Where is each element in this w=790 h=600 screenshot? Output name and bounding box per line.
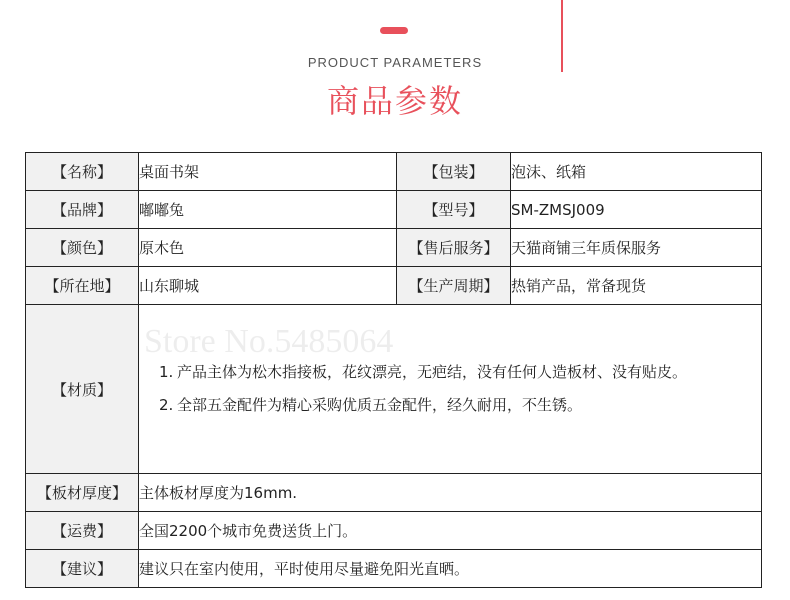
param-label: 【型号】 [397, 191, 511, 229]
param-label: 【建议】 [26, 550, 139, 588]
accent-dash [380, 27, 408, 34]
param-value: 天猫商铺三年质保服务 [511, 229, 762, 267]
param-value: 山东聊城 [139, 267, 397, 305]
params-table [25, 152, 762, 588]
param-label: 【所在地】 [26, 267, 139, 305]
param-value: 桌面书架 [139, 153, 397, 191]
param-value: 全国2200个城市免费送货上门。 [139, 512, 762, 550]
table-row [26, 512, 762, 550]
list-item-text: 产品主体为松木指接板，花纹漂亮，无疤结，没有任何人造板材、没有贴皮。 [177, 363, 688, 381]
param-label: 【包装】 [397, 153, 511, 191]
param-value: 泡沫、纸箱 [511, 153, 762, 191]
param-value: 主体板材厚度为16mm. [139, 474, 762, 512]
table-row [26, 550, 762, 588]
param-label: 【运费】 [26, 512, 139, 550]
section-subtitle: PRODUCT PARAMETERS [307, 55, 483, 70]
list-item-number: 1. [159, 363, 174, 381]
material-cell [139, 305, 762, 474]
material-list [139, 361, 761, 417]
param-value: SM-ZMSJ009 [511, 191, 762, 229]
param-label: 【颜色】 [26, 229, 139, 267]
param-value: 建议只在室内使用，平时使用尽量避免阳光直晒。 [139, 550, 762, 588]
param-value: 嘟嘟兔 [139, 191, 397, 229]
section-title: 商品参数 [326, 82, 463, 120]
list-item [159, 361, 741, 384]
param-value: 原木色 [139, 229, 397, 267]
list-item-number: 2. [159, 396, 174, 414]
store-watermark: Store No.5485064 [144, 323, 394, 360]
table-row [26, 153, 762, 191]
param-label: 【生产周期】 [397, 267, 511, 305]
param-label: 【品牌】 [26, 191, 139, 229]
table-row [26, 191, 762, 229]
param-label: 【售后服务】 [397, 229, 511, 267]
param-label: 【板材厚度】 [26, 474, 139, 512]
list-item [159, 394, 741, 417]
table-row [26, 474, 762, 512]
table-row [26, 267, 762, 305]
list-item-text: 全部五金配件为精心采购优质五金配件，经久耐用，不生锈。 [177, 396, 583, 414]
param-label: 【名称】 [26, 153, 139, 191]
table-row [26, 229, 762, 267]
param-label: 【材质】 [26, 305, 139, 474]
material-row [26, 305, 762, 474]
param-value: 热销产品，常备现货 [511, 267, 762, 305]
